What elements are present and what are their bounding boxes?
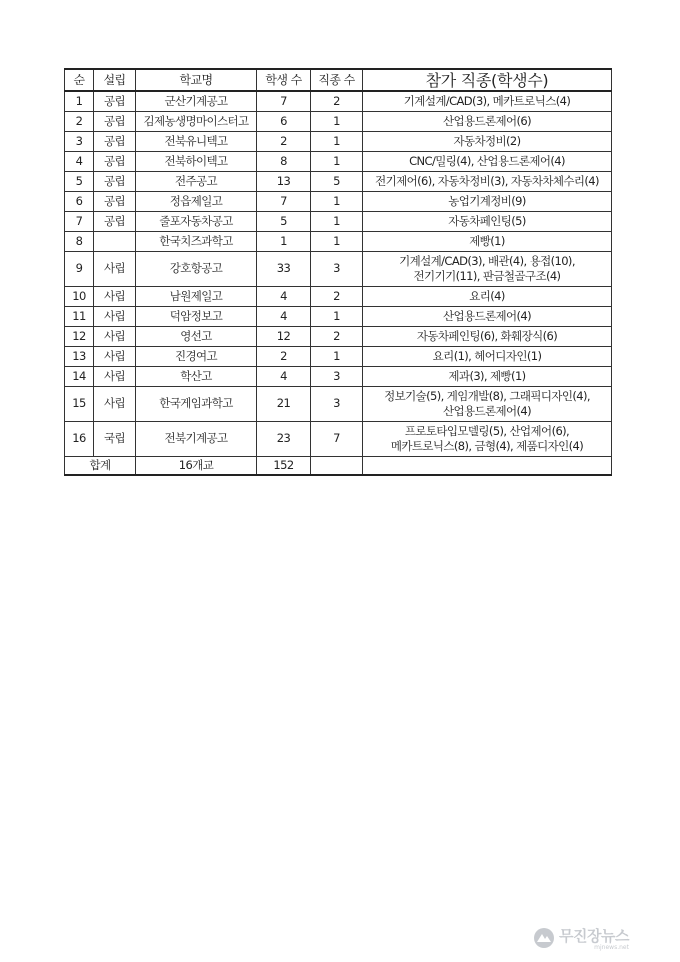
row-fields: 7 [311, 421, 363, 456]
row-fields: 2 [311, 91, 363, 111]
row-jobs [363, 111, 612, 131]
row-jobs-line: 산업용드론제어(4) [442, 403, 532, 418]
row-jobs-line: 전기기기(11), 판금철골구조(4) [413, 268, 561, 283]
row-jobs [363, 366, 612, 386]
total-row [65, 456, 612, 475]
row-jobs [363, 386, 612, 421]
row-no: 1 [65, 91, 94, 111]
row-type: 사립 [94, 306, 136, 326]
table-row [65, 421, 612, 456]
row-students: 8 [257, 151, 311, 171]
table-row [65, 131, 612, 151]
row-jobs [363, 151, 612, 171]
row-school: 전주공고 [136, 171, 257, 191]
row-jobs [363, 91, 612, 111]
row-school: 김제농생명마이스터고 [136, 111, 257, 131]
row-students: 4 [257, 366, 311, 386]
header-row [65, 69, 612, 91]
row-fields: 2 [311, 286, 363, 306]
row-no: 10 [65, 286, 94, 306]
row-no: 12 [65, 326, 94, 346]
row-school: 줄포자동차공고 [136, 211, 257, 231]
table-row [65, 286, 612, 306]
table-row [65, 306, 612, 326]
row-jobs-line: CNC/밀링(4), 산업용드론제어(4) [409, 153, 565, 168]
row-school: 전북유니텍고 [136, 131, 257, 151]
row-no: 16 [65, 421, 94, 456]
watermark-text: 무진장뉴스 [559, 926, 629, 945]
header-type: 설립 [94, 69, 136, 91]
table-row [65, 91, 612, 111]
row-jobs-line: 산업용드론제어(4) [442, 308, 532, 323]
row-fields: 3 [311, 386, 363, 421]
row-no: 14 [65, 366, 94, 386]
row-students: 4 [257, 286, 311, 306]
row-jobs-line: 농업기계정비(9) [448, 193, 526, 208]
row-jobs-line: 기계설계/CAD(3), 메카트로닉스(4) [403, 93, 571, 108]
table-row [65, 386, 612, 421]
row-jobs [363, 326, 612, 346]
row-jobs [363, 211, 612, 231]
row-jobs-line: 자동차정비(2) [453, 133, 521, 148]
table-row [65, 151, 612, 171]
table-row [65, 251, 612, 286]
row-jobs-line: 정보기술(5), 게임개발(8), 그래픽디자인(4), [384, 388, 590, 403]
row-jobs-line: 기계설계/CAD(3), 배관(4), 용접(10), [399, 253, 575, 268]
row-students: 7 [257, 91, 311, 111]
total-label: 합계 [65, 456, 136, 475]
row-school: 정읍제일고 [136, 191, 257, 211]
row-type: 사립 [94, 286, 136, 306]
row-type: 공립 [94, 211, 136, 231]
row-type: 사립 [94, 251, 136, 286]
table-row [65, 366, 612, 386]
table-row [65, 326, 612, 346]
row-jobs-line: 제빵(1) [469, 233, 505, 248]
row-students: 1 [257, 231, 311, 251]
row-type: 공립 [94, 151, 136, 171]
row-fields: 1 [311, 346, 363, 366]
watermark-sub: mjnews.net [594, 943, 629, 951]
row-jobs-line: 메카트로닉스(8), 금형(4), 제품디자인(4) [390, 438, 584, 453]
row-students: 6 [257, 111, 311, 131]
row-no: 4 [65, 151, 94, 171]
row-jobs [363, 171, 612, 191]
row-students: 2 [257, 346, 311, 366]
row-school: 한국치즈과학고 [136, 231, 257, 251]
row-school: 진경여고 [136, 346, 257, 366]
row-no: 2 [65, 111, 94, 131]
table-row [65, 111, 612, 131]
total-jobs [363, 456, 612, 475]
total-fields [311, 456, 363, 475]
schools-table [64, 68, 612, 476]
row-jobs [363, 286, 612, 306]
row-students: 7 [257, 191, 311, 211]
row-school: 학산고 [136, 366, 257, 386]
row-school: 전북하이텍고 [136, 151, 257, 171]
row-type: 공립 [94, 91, 136, 111]
row-school: 전북기계공고 [136, 421, 257, 456]
row-students: 21 [257, 386, 311, 421]
header-school: 학교명 [136, 69, 257, 91]
row-students: 12 [257, 326, 311, 346]
total-schools: 16개교 [136, 456, 257, 475]
row-type: 사립 [94, 366, 136, 386]
table-row [65, 211, 612, 231]
row-students: 23 [257, 421, 311, 456]
row-fields: 3 [311, 366, 363, 386]
row-jobs-line: 자동차페인팅(5) [448, 213, 526, 228]
row-jobs-line: 프로토타입모델링(5), 산업제어(6), [404, 423, 570, 438]
row-type: 사립 [94, 326, 136, 346]
row-fields: 1 [311, 306, 363, 326]
row-jobs [363, 231, 612, 251]
row-students: 33 [257, 251, 311, 286]
row-students: 2 [257, 131, 311, 151]
row-type: 공립 [94, 131, 136, 151]
header-no: 순 [65, 69, 94, 91]
row-jobs [363, 191, 612, 211]
row-no: 13 [65, 346, 94, 366]
row-type: 사립 [94, 346, 136, 366]
row-type [94, 231, 136, 251]
row-no: 6 [65, 191, 94, 211]
row-school: 군산기계공고 [136, 91, 257, 111]
row-type: 사립 [94, 386, 136, 421]
row-fields: 1 [311, 151, 363, 171]
row-jobs-line: 요리(4) [469, 288, 505, 303]
row-no: 7 [65, 211, 94, 231]
row-fields: 3 [311, 251, 363, 286]
row-jobs [363, 131, 612, 151]
table-row [65, 346, 612, 366]
row-no: 3 [65, 131, 94, 151]
row-school: 영선고 [136, 326, 257, 346]
row-no: 15 [65, 386, 94, 421]
row-school: 남원제일고 [136, 286, 257, 306]
row-jobs-line: 자동차페인팅(6), 화훼장식(6) [416, 328, 558, 343]
header-fields: 직종 수 [311, 69, 363, 91]
table-row [65, 171, 612, 191]
row-fields: 1 [311, 111, 363, 131]
row-jobs [363, 346, 612, 366]
row-jobs-line: 산업용드론제어(6) [442, 113, 532, 128]
row-school: 덕암정보고 [136, 306, 257, 326]
row-jobs-line: 요리(1), 헤어디자인(1) [432, 348, 542, 363]
header-jobs: 참가 직종(학생수) [363, 69, 612, 91]
row-jobs [363, 421, 612, 456]
row-fields: 1 [311, 211, 363, 231]
row-no: 9 [65, 251, 94, 286]
row-jobs-line: 전기제어(6), 자동차정비(3), 자동차차체수리(4) [375, 173, 599, 188]
table-row [65, 231, 612, 251]
row-no: 11 [65, 306, 94, 326]
total-students: 152 [257, 456, 311, 475]
row-fields: 1 [311, 231, 363, 251]
row-no: 5 [65, 171, 94, 191]
row-jobs-line: 제과(3), 제빵(1) [448, 368, 526, 383]
row-fields: 1 [311, 191, 363, 211]
row-students: 5 [257, 211, 311, 231]
row-type: 공립 [94, 111, 136, 131]
row-jobs [363, 306, 612, 326]
table-row [65, 191, 612, 211]
watermark-logo-icon [533, 927, 555, 949]
header-students: 학생 수 [257, 69, 311, 91]
watermark [533, 924, 673, 952]
row-fields: 2 [311, 326, 363, 346]
row-jobs [363, 251, 612, 286]
row-fields: 5 [311, 171, 363, 191]
row-students: 13 [257, 171, 311, 191]
row-type: 공립 [94, 191, 136, 211]
row-no: 8 [65, 231, 94, 251]
row-type: 공립 [94, 171, 136, 191]
row-fields: 1 [311, 131, 363, 151]
row-school: 강호항공고 [136, 251, 257, 286]
row-students: 4 [257, 306, 311, 326]
row-type: 국립 [94, 421, 136, 456]
row-school: 한국게임과학고 [136, 386, 257, 421]
